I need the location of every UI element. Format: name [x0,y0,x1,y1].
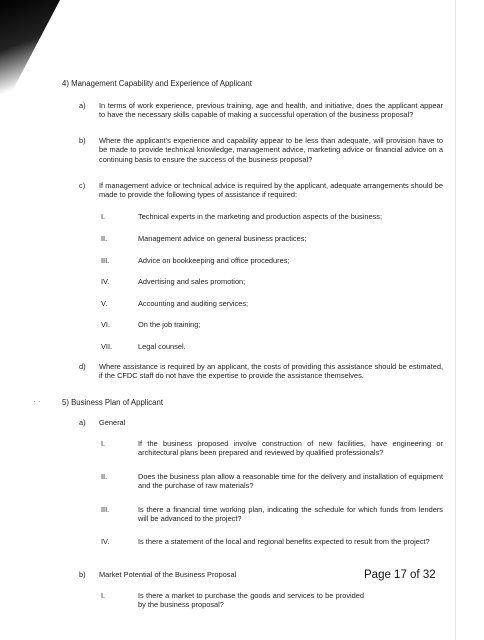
c-item-6-num: VI. [101,320,111,329]
a-item-2-num: II. [101,472,108,481]
c-item-4-text: Advertising and sales promotion; [138,277,246,286]
c-item-2-num: II. [101,234,108,243]
c-item-7-text: Legal counsel. [138,342,186,351]
item-4c-text: If management advice or technical advice is required by the applicant, adequate arrangements should be made to provide the following types of assistance if required: [99,181,443,200]
c-item-1-num: I. [101,212,106,221]
item-4d-text: Where assistance is required by an applicant, the costs of providing this assistance should be estimated, if the CFDC staff do not have the expertise to provide the assistance themselves. [99,362,443,381]
c-item-4-num: IV. [101,277,110,286]
c-item-5-text: Accounting and auditing services; [138,299,249,308]
a-item-2-text: Does the business plan allow a reasonable time for the delivery and installation of equipment and the purchase of raw materials? [138,472,443,491]
item-4b-text: Where the applicant's experience and capability appear to be less than adequate, will provision have to be made to provide technical knowledge, management advice, marketing advice or financial advice on a continuing basis to ensure the success of the business proposal? [99,136,443,164]
a-item-1-text: If the business proposed involve construction of new facilities, have engineering or architectural plans been prepared and reviewed by qualified professionals? [138,439,443,458]
c-item-2-text: Management advice on general business practices; [138,234,307,243]
scan-speck: · · [33,397,41,406]
c-item-3-num: III. [101,256,110,265]
item-4c-label: c) [79,181,86,190]
a-item-3-text: Is there a financial time working plan, indicating the schedule for which funds from lenders will be advanced to the project? [138,505,443,524]
b-item-1-text: Is there a market to purchase the goods and services to be provided by the business proposal? [138,591,364,610]
a-item-3-num: III. [101,505,110,514]
scan-edge [455,0,456,640]
c-item-1-text: Technical experts in the marketing and production aspects of the business; [138,212,383,221]
c-item-6-text: On the job training; [138,320,201,329]
b-item-1-num: I. [101,591,106,600]
page-number-footer: Page 17 of 32 [364,569,436,581]
c-item-3-text: Advice on bookkeeping and office procedures; [138,256,290,265]
a-item-1-num: I. [101,439,106,448]
item-5a-label: a) [79,418,86,427]
c-item-7-num: VII. [101,342,113,351]
item-4b-label: b) [79,136,86,145]
item-4a-text: In terms of work experience, previous training, age and health, and initiative, does the applicant appear to have the necessary skills capable of making a successful operation of the business proposal? [99,101,443,120]
section-5-heading: 5) Business Plan of Applicant [62,398,163,407]
c-item-5-num: V. [101,299,108,308]
item-5a-title: General [99,418,126,427]
item-4a-label: a) [79,101,86,110]
item-4d-label: d) [79,362,86,371]
item-5b-title: Market Potential of the Business Proposal [99,570,237,579]
a-item-4-text: Is there a statement of the local and regional benefits expected to result from the project? [138,537,430,546]
section-4-heading: 4) Management Capability and Experience of Applicant [62,79,252,88]
a-item-4-num: IV. [101,537,110,546]
item-5b-label: b) [79,570,86,579]
